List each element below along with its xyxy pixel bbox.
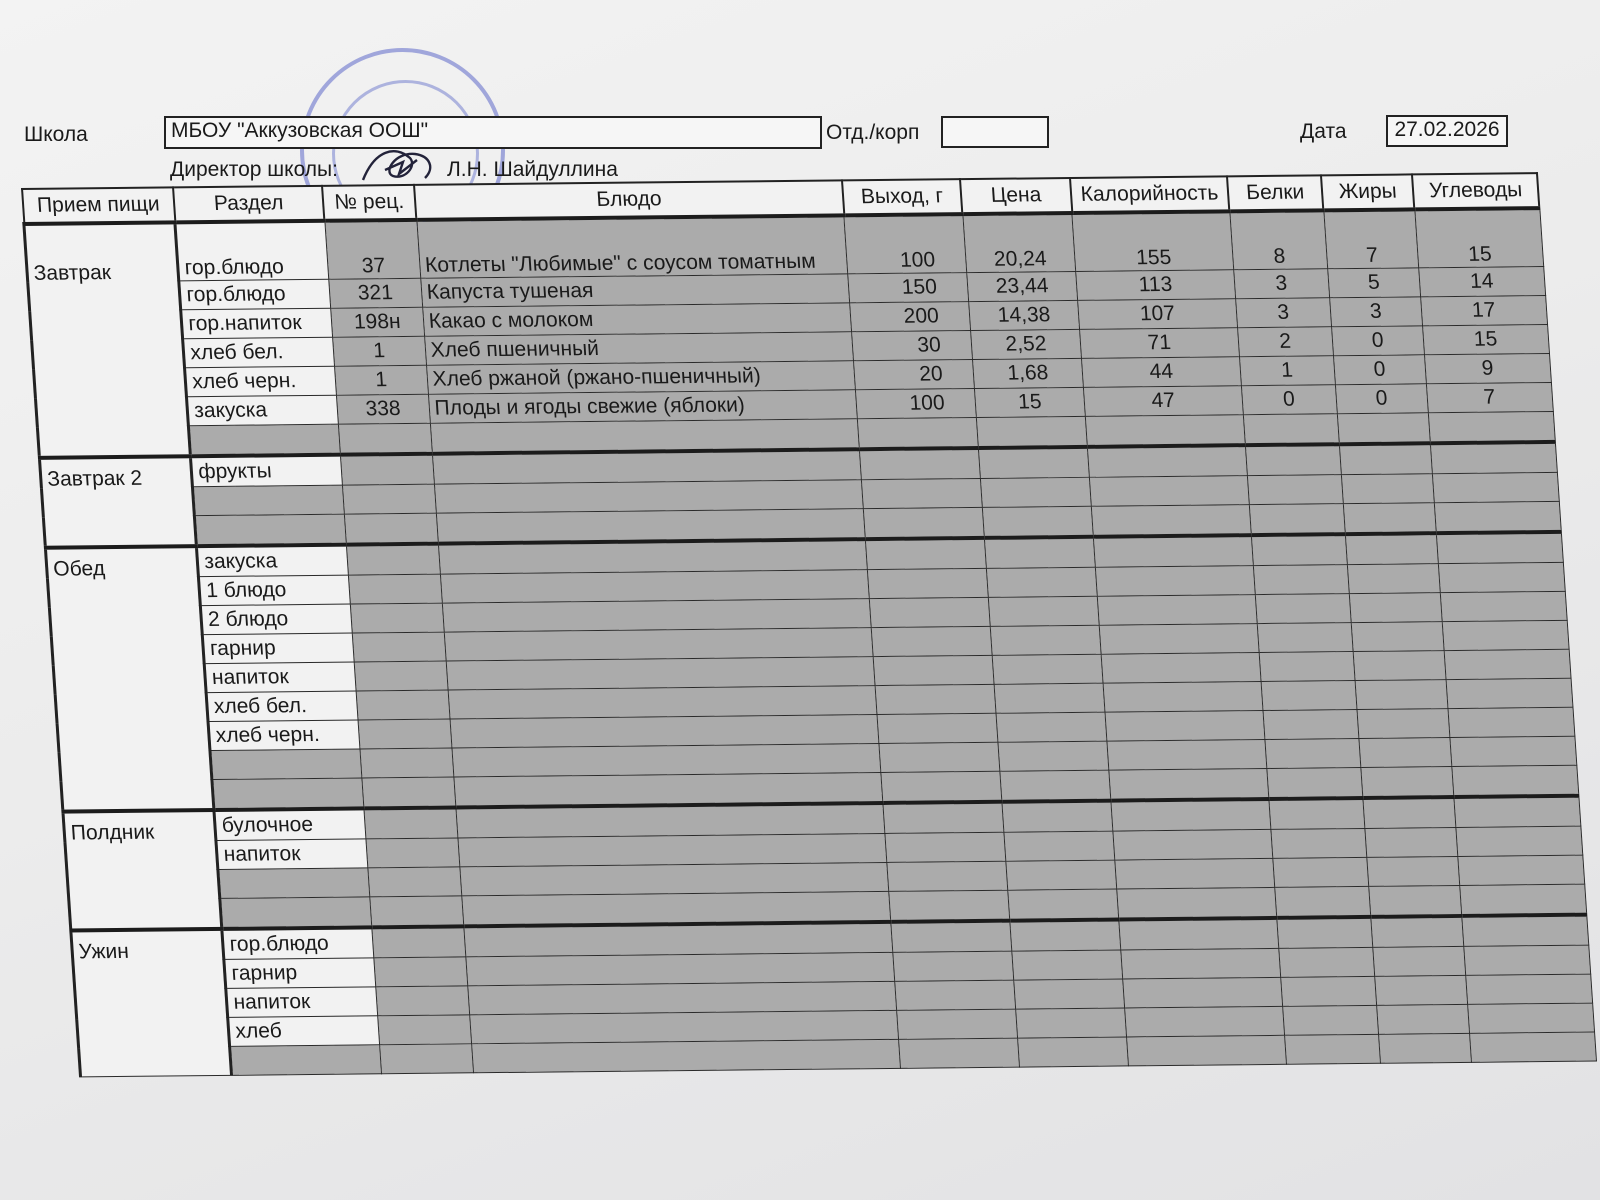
protein-value (1266, 767, 1362, 798)
yield-value (897, 1009, 1018, 1039)
recipe-number (373, 957, 467, 987)
protein-value (1245, 444, 1341, 475)
fat-value (1363, 797, 1456, 828)
dish-name (430, 419, 859, 454)
kcal-value: 44 (1082, 357, 1241, 388)
section-label: хлеб (228, 1016, 379, 1047)
recipe-number: 338 (336, 394, 430, 424)
section-label (189, 424, 340, 456)
yield-value (893, 951, 1014, 981)
school-label: Школа (24, 123, 88, 146)
fat-value (1337, 413, 1430, 444)
director-label: Директор школы: (170, 158, 338, 181)
kcal-value (1115, 858, 1274, 889)
recipe-number (340, 454, 434, 485)
recipe-number (342, 484, 436, 514)
carbs-value: 15 (1414, 208, 1543, 268)
dish-name: Хлеб ржаной (ржано-пшеничный) (426, 361, 855, 394)
price-value (1002, 801, 1113, 833)
price-value (982, 506, 1093, 538)
carbs-value (1440, 591, 1567, 621)
protein-value (1249, 504, 1345, 535)
protein-value (1276, 917, 1372, 948)
price-value (980, 477, 1091, 507)
yield-value (867, 568, 988, 598)
carbs-value (1428, 411, 1555, 443)
director-signature (355, 140, 445, 190)
menu-table (20, 172, 1597, 1077)
fat-value: 5 (1327, 268, 1420, 298)
kcal-value (1101, 653, 1260, 684)
kcal-value (1091, 505, 1250, 537)
fat-value (1349, 593, 1442, 623)
yield-value (875, 684, 996, 714)
fat-value (1368, 885, 1461, 916)
carbs-value: 14 (1418, 267, 1545, 297)
section-label: гарнир (224, 958, 375, 989)
section-label: закуска (197, 545, 348, 577)
carbs-value (1459, 884, 1586, 916)
recipe-number (364, 807, 458, 838)
recipe-number (346, 544, 440, 575)
section-label: гор.напиток (181, 308, 332, 339)
recipe-number (367, 867, 461, 897)
yield-value (871, 626, 992, 656)
yield-value: 150 (848, 273, 969, 303)
yield-value: 200 (850, 302, 971, 332)
protein-value: 1 (1239, 356, 1335, 386)
carbs-value: 15 (1422, 325, 1549, 355)
col-section: Раздел (173, 186, 325, 223)
section-label (230, 1045, 381, 1076)
carbs-value (1469, 1032, 1596, 1062)
fat-value (1372, 946, 1465, 976)
dish-name (442, 599, 871, 632)
carbs-value (1451, 765, 1578, 797)
dish-name (434, 480, 863, 513)
recipe-number (338, 423, 432, 454)
col-dish: Блюдо (414, 180, 844, 219)
meal-name: Обед (45, 546, 214, 811)
section-label (195, 514, 346, 546)
kcal-value (1127, 1035, 1286, 1066)
dish-name (467, 981, 896, 1014)
protein-value: 0 (1241, 385, 1337, 415)
yield-value (895, 980, 1016, 1010)
protein-value (1264, 739, 1360, 769)
carbs-value (1465, 974, 1592, 1004)
section-label (220, 897, 371, 929)
recipe-number (375, 986, 469, 1016)
kcal-value: 47 (1084, 386, 1243, 417)
dish-name: Какао с молоком (422, 303, 851, 336)
price-value (1012, 950, 1123, 980)
protein-value: 3 (1235, 298, 1331, 328)
kcal-value (1125, 1006, 1284, 1037)
kcal-value (1109, 768, 1268, 800)
recipe-number (344, 513, 438, 544)
section-label: напиток (205, 662, 356, 693)
recipe-number: 321 (328, 278, 422, 308)
protein-value: 2 (1237, 327, 1333, 357)
kcal-value (1111, 799, 1270, 831)
kcal-value (1119, 918, 1278, 950)
recipe-number (377, 1015, 471, 1045)
dish-name (450, 715, 879, 748)
yield-value (887, 861, 1008, 891)
protein-value (1255, 594, 1351, 624)
kcal-value (1099, 624, 1258, 655)
fat-value (1341, 474, 1434, 504)
section-label: гарнир (203, 633, 354, 664)
carbs-value: 7 (1426, 382, 1553, 412)
yield-value (889, 890, 1010, 922)
section-label: хлеб черн. (185, 366, 336, 397)
fat-value (1355, 680, 1448, 710)
protein-value (1282, 1005, 1378, 1035)
recipe-number (356, 690, 450, 720)
kcal-value (1093, 535, 1252, 567)
yield-value: 100 (856, 389, 977, 419)
protein-value (1261, 681, 1357, 711)
section-label: напиток (216, 839, 367, 870)
dish-name (469, 1010, 898, 1043)
price-value: 2,52 (970, 329, 1081, 359)
col-carbs: Углеводы (1412, 173, 1539, 209)
protein-value: 3 (1233, 269, 1329, 299)
fat-value (1347, 564, 1440, 594)
kcal-value: 113 (1076, 270, 1235, 301)
section-label: напиток (226, 987, 377, 1018)
price-value (984, 537, 1095, 569)
yield-value: 30 (852, 331, 973, 361)
section-label (212, 778, 363, 810)
dish-name (461, 891, 890, 926)
meal-name: Полдник (63, 810, 222, 931)
section-label: фрукты (191, 455, 342, 487)
carbs-value (1457, 855, 1584, 885)
carbs-value (1434, 501, 1561, 533)
dish-name: Котлеты "Любимые" с соусом томатным (417, 215, 848, 278)
fat-value (1378, 1033, 1471, 1063)
carbs-value (1444, 649, 1571, 679)
protein-value (1280, 976, 1376, 1006)
protein-value (1257, 623, 1353, 653)
dish-name (465, 952, 894, 985)
section-label: гор.блюдо (175, 221, 328, 281)
price-value: 15 (974, 387, 1085, 417)
carbs-value (1467, 1003, 1594, 1033)
dish-name (438, 539, 867, 574)
col-fat: Жиры (1321, 174, 1414, 210)
date-field: 27.02.2026 (1386, 115, 1508, 147)
section-label: булочное (214, 808, 365, 840)
protein-value (1278, 947, 1374, 977)
fat-value (1376, 1004, 1469, 1034)
price-value (1007, 889, 1118, 921)
meal-name: Завтрак (24, 222, 191, 457)
recipe-number: 198н (330, 307, 424, 337)
kcal-value (1121, 948, 1280, 979)
price-value: 14,38 (968, 300, 1079, 330)
recipe-number: 1 (332, 336, 426, 366)
recipe-number (369, 896, 463, 927)
section-label (210, 749, 361, 780)
yield-value (877, 713, 998, 743)
price-value (990, 625, 1101, 655)
price-value (1015, 1008, 1126, 1038)
recipe-number (354, 661, 448, 691)
price-value (986, 567, 1097, 597)
kcal-value (1087, 445, 1246, 477)
section-label: гор.блюдо (179, 279, 330, 310)
yield-value (883, 802, 1004, 834)
yield-value (857, 418, 978, 450)
yield-value (879, 742, 1000, 772)
carbs-value (1436, 532, 1563, 564)
fat-value (1357, 709, 1450, 739)
recipe-number: 1 (334, 365, 428, 395)
fat-value (1339, 443, 1432, 474)
dish-name: Плоды и ягоды свежие (яблоки) (428, 390, 857, 423)
protein-value (1270, 828, 1366, 858)
dish-name (471, 1039, 900, 1072)
protein-value (1251, 534, 1347, 565)
carbs-value: 17 (1420, 296, 1547, 326)
yield-value (881, 771, 1002, 803)
carbs-value (1450, 736, 1577, 766)
section-label: хлеб черн. (208, 720, 359, 751)
price-value (994, 683, 1105, 713)
carbs-value (1448, 707, 1575, 737)
kcal-value: 107 (1078, 299, 1237, 330)
kcal-value (1107, 739, 1266, 770)
dish-name (446, 657, 875, 690)
section-label: гор.блюдо (222, 927, 373, 959)
col-price: Цена (960, 178, 1072, 214)
fat-value (1351, 622, 1444, 652)
kcal-value: 155 (1072, 211, 1233, 271)
dish-name (454, 773, 883, 808)
kcal-value (1095, 566, 1254, 597)
protein-value: 8 (1229, 210, 1327, 269)
carbs-value (1432, 472, 1559, 502)
section-label: 1 блюдо (199, 575, 350, 606)
dish-name (460, 862, 889, 895)
dish-name (456, 803, 885, 838)
section-label: хлеб бел. (183, 337, 334, 368)
fat-value (1343, 503, 1436, 534)
meal-name: Ужин (71, 929, 232, 1077)
yield-value (869, 597, 990, 627)
fat-value (1345, 533, 1438, 564)
protein-value (1263, 710, 1359, 740)
fat-value (1353, 651, 1446, 681)
protein-value (1268, 798, 1364, 829)
fat-value: 7 (1323, 209, 1418, 268)
kcal-value (1090, 476, 1249, 507)
col-meal: Прием пищи (22, 187, 176, 224)
carbs-value (1456, 826, 1583, 856)
section-label: закуска (187, 395, 338, 426)
fat-value (1374, 975, 1467, 1005)
carbs-value (1461, 915, 1588, 947)
yield-value (891, 921, 1012, 953)
kcal-value (1123, 977, 1282, 1008)
price-value (998, 741, 1109, 771)
school-name-field: МБОУ "Аккузовская ООШ" (164, 116, 822, 149)
recipe-number (362, 777, 456, 808)
yield-value (863, 507, 984, 539)
protein-value (1253, 565, 1349, 595)
yield-value: 20 (854, 360, 975, 390)
section-label: 2 блюдо (201, 604, 352, 635)
price-value (988, 596, 1099, 626)
section-label: хлеб бел. (206, 691, 357, 722)
fat-value: 0 (1333, 355, 1426, 385)
dept-label: Отд./корп (826, 121, 920, 144)
yield-value (862, 478, 983, 508)
col-protein: Белки (1227, 175, 1323, 211)
kcal-value (1103, 682, 1262, 713)
protein-value (1259, 652, 1355, 682)
kcal-value: 71 (1080, 328, 1239, 359)
recipe-number (366, 838, 460, 868)
protein-value (1272, 857, 1368, 887)
carbs-value: 9 (1424, 353, 1551, 383)
fat-value (1366, 856, 1459, 886)
price-value (978, 447, 1089, 479)
price-value (996, 712, 1107, 742)
price-value: 1,68 (972, 358, 1083, 388)
carbs-value (1463, 945, 1590, 975)
yield-value (873, 655, 994, 685)
recipe-number (371, 926, 465, 957)
fat-value (1359, 738, 1452, 768)
yield-value (865, 538, 986, 570)
carbs-value (1430, 442, 1557, 474)
col-kcal: Калорийность (1070, 176, 1230, 213)
director-name: Л.Н. Шайдуллина (447, 158, 618, 181)
fat-value: 3 (1329, 297, 1422, 327)
protein-value (1284, 1034, 1380, 1064)
carbs-value (1446, 678, 1573, 708)
price-value (1009, 920, 1120, 952)
price-value (1000, 770, 1111, 802)
col-yield: Выход, г (842, 179, 963, 215)
fat-value (1360, 767, 1453, 798)
price-value (992, 654, 1103, 684)
section-label (193, 485, 344, 516)
fat-value: 0 (1331, 326, 1424, 356)
yield-value: 100 (844, 214, 966, 274)
kcal-value (1085, 415, 1244, 447)
carbs-value (1438, 562, 1565, 592)
recipe-number: 37 (325, 220, 421, 279)
fat-value: 0 (1335, 384, 1428, 414)
dish-name (436, 509, 865, 544)
protein-value (1274, 886, 1370, 917)
price-value (976, 416, 1087, 448)
dept-field (941, 116, 1049, 148)
col-recipe: № рец. (322, 185, 416, 221)
dish-name (432, 449, 861, 484)
dish-name (452, 744, 881, 777)
recipe-number (352, 632, 446, 662)
recipe-number (358, 719, 452, 749)
yield-value (885, 832, 1006, 862)
kcal-value (1097, 595, 1256, 626)
dish-name: Хлеб пшеничный (424, 332, 853, 365)
recipe-number (360, 748, 454, 778)
price-value (1006, 860, 1117, 890)
dish-name: Капуста тушеная (420, 274, 849, 307)
carbs-value (1454, 796, 1581, 828)
price-value: 20,24 (963, 213, 1076, 273)
meal-name: Завтрак 2 (39, 456, 196, 548)
dish-name (463, 922, 892, 957)
dish-name (458, 833, 887, 866)
recipe-number (350, 603, 444, 633)
protein-value (1247, 475, 1343, 505)
yield-value (899, 1038, 1020, 1068)
fat-value (1365, 828, 1458, 858)
fat-value (1370, 916, 1463, 947)
date-label: Дата (1300, 120, 1347, 143)
dish-name (448, 686, 877, 719)
price-value (1004, 831, 1115, 861)
recipe-number (379, 1044, 473, 1074)
kcal-value (1105, 711, 1264, 742)
section-label (218, 868, 369, 899)
kcal-value (1113, 829, 1272, 860)
kcal-value (1117, 887, 1276, 919)
price-value (1013, 979, 1124, 1009)
dish-name (444, 628, 873, 661)
carbs-value (1442, 620, 1569, 650)
dish-name (440, 570, 869, 603)
price-value (1017, 1037, 1128, 1067)
yield-value (859, 448, 980, 480)
recipe-number (348, 574, 442, 604)
protein-value (1243, 414, 1339, 445)
price-value: 23,44 (966, 271, 1077, 301)
